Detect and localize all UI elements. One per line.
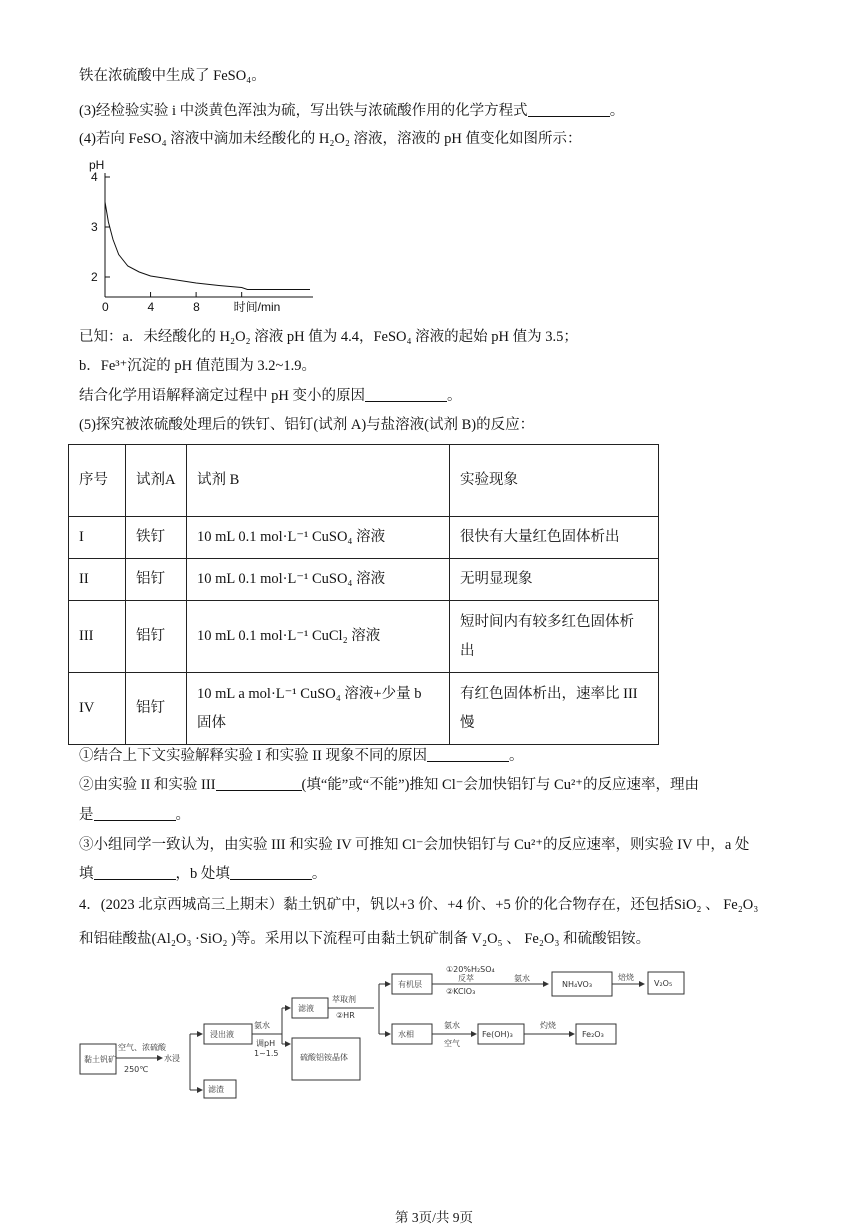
- ph-curve: [105, 202, 310, 290]
- y-tick-label: 2: [91, 270, 98, 284]
- table-cell: 铁钉: [126, 517, 187, 559]
- sub-question-2-cont: [79, 805, 190, 825]
- adjust-label-mid: 调pH: [256, 1039, 276, 1048]
- table-cell: 铝钉: [126, 601, 187, 673]
- answer-blank: [216, 776, 302, 791]
- table-cell: 10 mL 0.1 mol·L⁻¹ CuSO₄ 溶液: [187, 517, 450, 559]
- ph-chart: [80, 152, 320, 312]
- y-tick-label: 3: [91, 220, 98, 234]
- explain-question: [79, 386, 461, 406]
- sub-question-2-text-b: (填“能”或“不能”)推知 Cl⁻会加快铝钉与 Cu²⁺的反应速率，理由: [301, 777, 699, 793]
- header-cell: 试剂A: [126, 445, 187, 517]
- sub-question-2-text-a: ②由实验 II 和实验 III: [79, 777, 216, 793]
- calcine-label-2: 灼烧: [540, 1021, 556, 1030]
- table-cell: 铝钉: [126, 673, 187, 745]
- sub-question-3-cont: [79, 864, 326, 884]
- table-cell: III: [69, 601, 126, 673]
- page-footer: 第 3页/共 9页: [394, 1210, 473, 1225]
- sub-question-3-text-c: ，b 处填: [175, 866, 230, 882]
- organic-label: 有机层: [398, 980, 422, 989]
- table-row: [69, 601, 659, 673]
- answer-blank-b: [230, 865, 312, 880]
- x-tick-label: 8: [193, 300, 200, 312]
- v2o5-label: V₂O₅: [654, 979, 673, 988]
- period: 。: [175, 807, 190, 823]
- header-cell: 实验现象: [450, 445, 659, 517]
- x-tick-label: 4: [147, 300, 155, 312]
- alum-label: 硫酸铝铵晶体: [300, 1053, 348, 1062]
- table-header-row: [69, 445, 659, 517]
- ammonia-air-bot: 空气: [444, 1039, 460, 1048]
- question-4-text: 和铝硅酸盐(Al₂O₃ ·SiO₂ )等。采用以下流程可由黏土钒矿制备 V₂O₅ 、 Fe₂O₃ 和硫酸铝铵。: [79, 931, 651, 947]
- sub-question-1: [79, 746, 523, 766]
- text-line: 铁在浓硫酸中生成了 FeSO₄。: [79, 68, 266, 84]
- reagent-label-bot: ②KClO₃: [446, 987, 476, 996]
- sub-question-3-text-b: 填: [79, 866, 94, 882]
- known-b: b．Fe³⁺沉淀的 pH 值范围为 3.2~1.9。: [79, 358, 316, 374]
- y-axis-label: pH: [89, 158, 105, 172]
- reagent-label-mid: 反萃: [458, 974, 474, 983]
- water-leach-label: 水浸: [164, 1054, 180, 1063]
- table-cell: 有红色固体析出，速率比 III 慢: [450, 673, 659, 745]
- leachate-label: 浸出液: [210, 1030, 234, 1039]
- table-cell: 10 mL 0.1 mol·L⁻¹ CuCl₂ 溶液: [187, 601, 450, 673]
- table-cell: 铝钉: [126, 559, 187, 601]
- table-cell: IV: [69, 673, 126, 745]
- nh4vo3-label: NH₄VO₃: [562, 980, 593, 989]
- residue-label: 滤渣: [208, 1085, 224, 1094]
- table-cell: 10 mL a mol·L⁻¹ CuSO₄ 溶液+少量 b 固体: [187, 673, 450, 745]
- roast-label: 空气、浓硫酸: [118, 1043, 166, 1052]
- y-tick-label: 4: [91, 170, 98, 184]
- sub-question-2: [79, 775, 699, 795]
- header-cell: 序号: [69, 445, 126, 517]
- table-cell: 很快有大量红色固体析出: [450, 517, 659, 559]
- table-cell: I: [69, 517, 126, 559]
- calcine-label-1: 焙烧: [618, 973, 634, 982]
- answer-blank: [365, 387, 447, 402]
- table-cell: 短时间内有较多红色固体析出: [450, 601, 659, 673]
- precip-label: 氨水: [514, 974, 530, 983]
- x-tick-label: 0: [102, 300, 109, 312]
- answer-blank: [94, 806, 176, 821]
- period: 。: [508, 748, 524, 764]
- question-5: (5)探究被浓硫酸处理后的铁钉、铝钉(试剂 A)与盐溶液(试剂 B)的反应：: [79, 417, 535, 433]
- roast-temp: 250℃: [124, 1065, 149, 1074]
- adjust-label-bot: 1~1.5: [254, 1049, 279, 1058]
- question-4-title: 4．(2023 北京西城高三上期末）黏土钒矿中，钒以+3 价、+4 价、+5 价的化合物存在，还包括SiO₂ 、 Fe₂O₃: [79, 897, 759, 913]
- answer-blank: [427, 747, 509, 762]
- adjust-label-top: 氨水: [254, 1021, 270, 1030]
- aqueous-label: 水相: [398, 1030, 414, 1039]
- extract-label-top: 萃取剂: [332, 995, 356, 1004]
- question-3-text: (3)经检验实验 i 中淡黄色浑浊为硫，写出铁与浓硫酸作用的化学方程式: [79, 103, 528, 119]
- period: 。: [311, 866, 327, 882]
- ore-label: 黏土钒矿: [84, 1055, 116, 1064]
- question-4: (4)若向 FeSO₄ 溶液中滴加未经酸化的 H₂O₂ 溶液，溶液的 pH 值变化如图所示：: [79, 131, 582, 147]
- experiment-table: [68, 444, 659, 745]
- x-axis-label: 时间/min: [233, 300, 281, 312]
- period: 。: [609, 103, 625, 119]
- sub-question-2-text-c: 是: [79, 807, 94, 823]
- sub-question-3: ③小组同学一致认为，由实验 III 和实验 IV 可推知 Cl⁻会加快铝钉与 Cu²⁺的反应速率，则实验 IV 中，a 处: [79, 837, 750, 853]
- table-row: [69, 673, 659, 745]
- fe2o3-label: Fe₂O₃: [582, 1030, 604, 1039]
- reagent-label-top: ①20%H₂SO₄: [446, 965, 495, 974]
- explain-text: 结合化学用语解释滴定过程中 pH 变小的原因: [79, 388, 365, 404]
- table-row: [69, 559, 659, 601]
- header-cell: 试剂 B: [187, 445, 450, 517]
- table-cell: 10 mL 0.1 mol·L⁻¹ CuSO₄ 溶液: [187, 559, 450, 601]
- ammonia-air-top: 氨水: [444, 1021, 460, 1030]
- table-cell: II: [69, 559, 126, 601]
- extract-label-bot: ②HR: [336, 1011, 355, 1020]
- table-cell: 无明显现象: [450, 559, 659, 601]
- table-row: [69, 517, 659, 559]
- known-a: 已知：a．未经酸化的 H₂O₂ 溶液 pH 值为 4.4，FeSO₄ 溶液的起始 pH 值为 3.5；: [79, 329, 578, 345]
- feoh3-label: Fe(OH)₃: [482, 1030, 513, 1039]
- answer-blank: [528, 102, 610, 117]
- process-flowchart: [74, 962, 794, 1112]
- filtrate-label: 滤液: [298, 1004, 314, 1013]
- period: 。: [446, 388, 462, 404]
- answer-blank-a: [94, 865, 176, 880]
- sub-question-1-text: ①结合上下文实验解释实验 I 和实验 II 现象不同的原因: [79, 748, 427, 764]
- question-3: [79, 101, 624, 121]
